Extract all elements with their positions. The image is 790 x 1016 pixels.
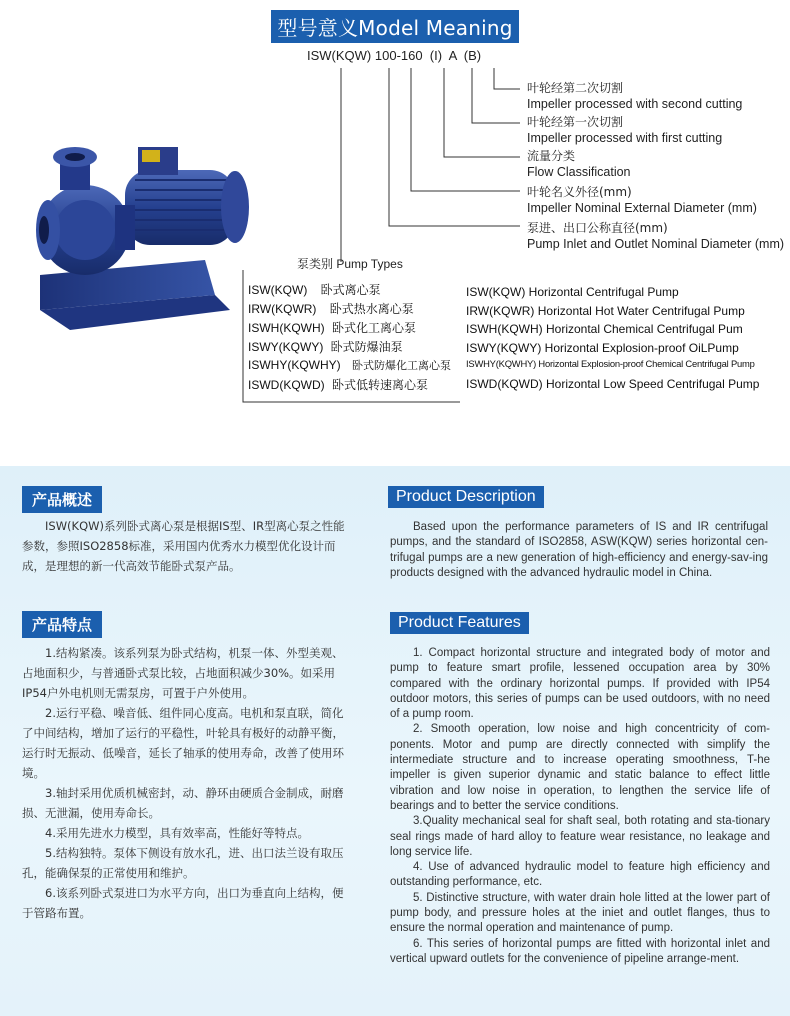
connector-160 [411,68,520,191]
feature-en-item: 4. Use of advanced hydraulic model to feature high efficiency and outstanding performance, etc. [390,861,770,889]
overview-cn-text: ISW(KQW)系列卧式离心泵是根据IS型、IR型离心泵之性能参数，参照ISO2858标准，采用国内优秀水力模型优化设计而成，是理想的新一代高效节能卧式泵产品。 [22,519,345,573]
connector-i [444,68,520,157]
meaning-impeller-diameter: 叶轮名义外径(mm) Impeller Nominal External Diameter (mm) [527,185,757,215]
feature-en-item: 1. Compact horizontal structure and integrated body of motor and pump to feature smart profile, lessened occupation area by 30% compared with the ordinary horizontal pumps. If provided with IP54 outdoor motors, this series of pumps can be used outdoors, with no need of a pump room. [390,647,770,721]
feature-cn-item: 3.轴封采用优质机械密封，动、静环由硬质合金制成，耐磨损、无泄漏，使用寿命长。 [22,786,344,820]
feature-en-item: 6. This series of horizontal pumps are fitted with horizontal inlet and vertical upward outlets for the convenience of pipeline arrange-ment. [390,937,770,965]
pump-type-en-iswy: ISWY(KQWY) Horizontal Explosion-proof OiLPump [466,341,739,355]
features-en-heading: Product Features [390,612,529,634]
meaning-second-cutting: 叶轮经第二次切割 Impeller processed with second cutting [527,81,743,111]
pump-type-en-iswhy: ISWHY(KQWHY) Horizontal Explosion-proof Chemical Centrifugal Pump [466,358,755,369]
features-cn-heading: 产品特点 [22,611,102,638]
feature-en-item: 5. Distinctive structure, with water drain hole litted at the lower part of pump body, and pressure holes at the iniet and outlet flanges, thus to ensure the normal operation and maintenance of pump. [390,891,770,935]
meaning-nominal-diameter: 泵进、出口公称直径(mm) Pump Inlet and Outlet Nominal Diameter (mm) [527,221,785,251]
meaning-flow-classification: 流量分类 Flow Classification [527,149,631,179]
feature-cn-item: 6.该系列卧式泵进口为水平方向，出口为垂直向上结构，便于管路布置。 [22,886,344,920]
pump-types-label: 泵类别 Pump Types [297,257,403,271]
feature-en-item: 3.Quality mechanical seal for shaft seal, both rotating and sta-tionary seal rings made of hard alloy to feature wear resistance, no leakage and long service life. [390,815,770,858]
features-en-list [390,646,770,967]
pump-type-iswhy: ISWHY(KQWHY) 卧式防爆化工离心泵 [248,358,452,372]
pump-type-en-iswh: ISWH(KQWH) Horizontal Chemical Centrifugal Pum [466,322,743,336]
pump-type-iswh: ISWH(KQWH) 卧式化工离心泵 [248,321,417,335]
meaning-first-cutting: 叶轮经第一次切割 Impeller processed with first cutting [527,115,723,145]
feature-cn-item: 5.结构独特。泵体下侧设有放水孔，进、出口法兰设有取压孔，能确保泵的正常使用和维护。 [22,846,344,880]
pump-type-en-iswd: ISWD(KQWD) Horizontal Low Speed Centrifugal Pump [466,377,760,391]
connector-b [494,68,520,89]
overview-en-text: Based upon the performance parameters of IS and IR centrifugal pumps, and the standard of ISO2858, ASW(KQW) series horizontal cen-trifugal pumps are a new generation of high-efficiency and energy-sav-ing products designed with the advanced hydraulic model in China. [390,521,768,579]
pump-type-irw: IRW(KQWR) 卧式热水离心泵 [248,302,414,316]
pump-type-isw: ISW(KQW) 卧式离心泵 [248,283,381,297]
connector-100 [389,68,520,226]
pump-illustration [30,135,255,335]
overview-cn-heading: 产品概述 [22,486,102,513]
connector-a [472,68,520,123]
feature-cn-item: 4.采用先进水力模型，具有效率高，性能好等特点。 [45,826,309,840]
model-code: ISW(KQW) 100-160 (I) A (B) [307,48,482,63]
pump-type-en-isw: ISW(KQW) Horizontal Centrifugal Pump [466,285,679,299]
features-cn-list [22,643,352,923]
pump-type-iswd: ISWD(KQWD) 卧式低转速离心泵 [248,378,429,392]
pump-type-iswy: ISWY(KQWY) 卧式防爆油泵 [248,340,403,354]
overview-en-heading: Product Description [388,486,544,508]
title-label: 型号意义Model Meaning [271,10,518,43]
feature-cn-item: 2.运行平稳、噪音低、组件同心度高。电机和泵直联，简化了中间结构，增加了运行的平稳性，叶轮具有极好的动静平衡，运行时无振动、低噪音，延长了轴承的使用寿命，改善了使用环境。 [22,706,344,780]
feature-en-item: 2. Smooth operation, low noise and high concentricity of com-ponents. Motor and pump are directly connected with simplify the intermediate structure and to increase operating smoothness, T-he impeller is given superior dynamic and static balance to effect little vibration and low noise in operation, to lengthen the service life of bearings and to better the service conditions. [390,723,770,812]
pump-type-en-irw: IRW(KQWR) Horizontal Hot Water Centrifugal Pump [466,304,745,318]
feature-cn-item: 1.结构紧凑。该系列泵为卧式结构，机泵一体、外型美观、占地面积少，与普通卧式泵比较，占地面积减少30%。如采用IP54户外电机则无需泵房，可置于户外使用。 [22,646,344,700]
